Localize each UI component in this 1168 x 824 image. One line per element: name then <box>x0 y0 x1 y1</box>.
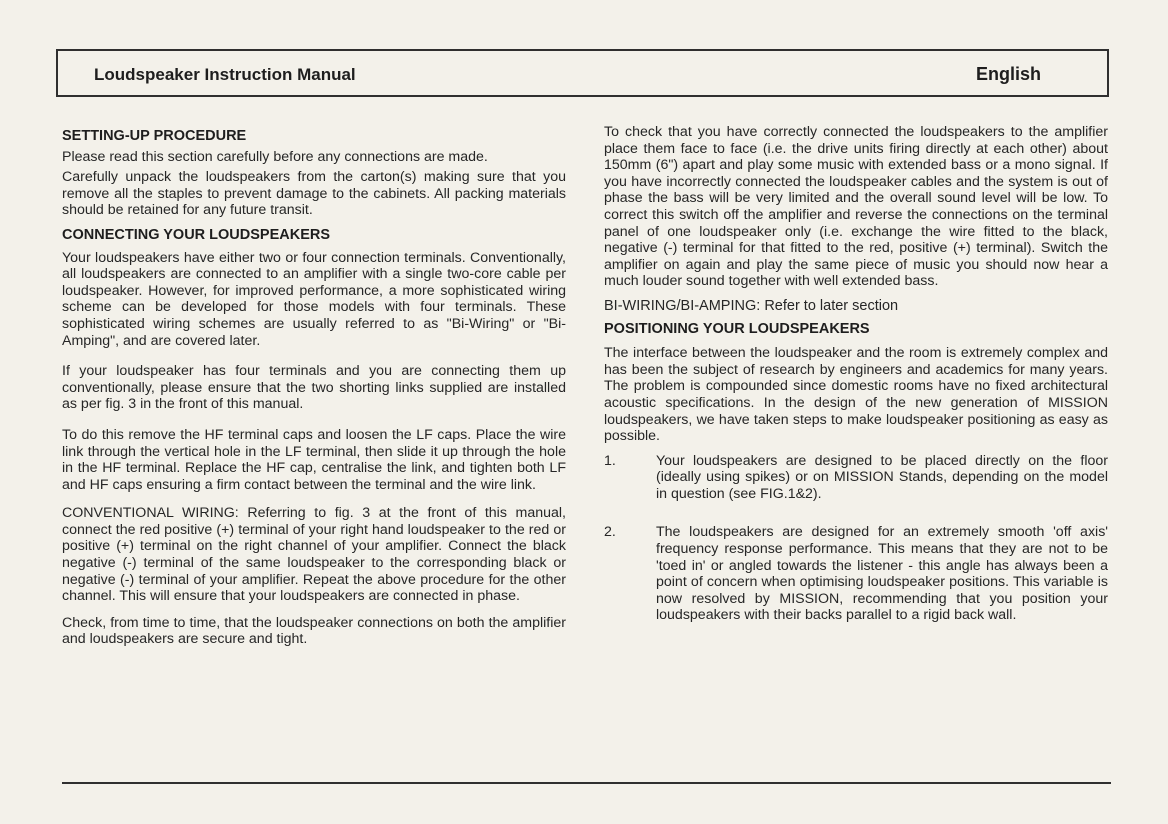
manual-title: Loudspeaker Instruction Manual <box>94 65 356 84</box>
connecting-paragraph-3: To do this remove the HF terminal caps and loosen the LF caps. Place the wire link through the vertical hole in the LF terminal, then slide it up through the hole in the HF terminal. Replace the HF cap, centralise the link, and tighten both LF and HF caps ensuring a firm contact between the terminal and the wire link. <box>62 426 566 493</box>
list-item <box>604 524 1108 624</box>
connecting-paragraph-2: If your loudspeaker has four terminals and you are connecting them up conventionally, please ensure that the two shorting links supplied are installed as per fig. 3 in the front of this manual. <box>62 363 566 413</box>
biwiring-label: BI-WIRING/BI-AMPING: <box>604 297 761 314</box>
list-item <box>604 453 1108 503</box>
left-column <box>62 128 566 656</box>
list-item-text: The loudspeakers are designed for an extremely smooth 'off axis' frequency response performance. This means that they are not to be 'toed in' or angled towards the listener - this angle has always been a point of concern when optimising loudspeaker positions. This variable is now resolved by MISSION, recommending that you position your loudspeakers with their backs parallel to a rigid back wall. <box>656 524 1108 624</box>
language-label: English <box>975 64 1041 84</box>
list-item-text: Your loudspeakers are designed to be placed directly on the floor (ideally using spikes) or on MISSION Stands, depending on the model in question (see FIG.1&2). <box>656 452 1108 502</box>
positioning-heading: POSITIONING YOUR LOUDSPEAKERS <box>604 320 870 337</box>
setup-paragraph-1: Please read this section carefully before any connections are made. <box>62 148 488 165</box>
connecting-paragraph-5: Check, from time to time, that the loudspeaker connections on both the amplifier and loudspeakers are secure and tight. <box>62 614 566 648</box>
header-box <box>56 49 1109 97</box>
right-column <box>604 124 1108 646</box>
positioning-paragraph: The interface between the loudspeaker and the room is extremely complex and has been the subject of research by engineers and academics for many years. The problem is compounded since domestic rooms have no fixed architectural acoustic specifications. In the design of the new generation of MISSION loudspeakers, we have taken steps to make loudspeaker positioning as easy as possible. <box>604 345 1108 445</box>
biwiring-text: Refer to later section <box>764 297 899 314</box>
phase-check-paragraph: To check that you have correctly connected the loudspeakers to the amplifier place them face to face (i.e. the drive units firing directly at each other) about 150mm (6") apart and play some music with extended bass or a mono signal. If you have incorrectly connected the loudspeaker cables and the system is out of phase the bass will be very limited and the overall sound level will be low. To correct this switch off the amplifier and reverse the connections on the terminal panel of one loudspeaker only (i.e. exchange the wire fitted to the black, negative (-) terminal for that fitted to the red, positive (+) terminal). Switch the amplifier on again and play the same piece of music you should now hear a much louder sound together with well extended bass. <box>604 124 1108 290</box>
footer-rule <box>62 782 1111 784</box>
biwiring-line <box>604 298 1108 315</box>
list-item-number: 2. <box>604 524 616 541</box>
connecting-paragraph-1: Your loudspeakers have either two or four connection terminals. Conventionally, all loudspeakers are connected to an amplifier with a single two-core cable per loudspeaker. However, for improved performance, a more sophisticated wiring scheme can be developed for those models with four terminals. These sophisticated wiring schemes are usually referred to as "Bi-Wiring" or "Bi-Amping", and are covered later. <box>62 249 566 349</box>
setup-heading: SETTING-UP PROCEDURE <box>62 128 247 144</box>
connecting-heading: CONNECTING YOUR LOUDSPEAKERS <box>62 226 331 243</box>
positioning-list <box>604 453 1108 624</box>
list-item-number: 1. <box>604 452 616 469</box>
connecting-paragraph-4: CONVENTIONAL WIRING: Referring to fig. 3 at the front of this manual, connect the red positive (+) terminal of your right hand loudspeaker to the red or positive (+) terminal on the right channel of your amplifier. Connect the black negative (-) terminal of the same loudspeaker to the corresponding black or negative (-) terminal of your amplifier. Repeat the above procedure for the other channel. This will ensure that your loudspeakers are connected in phase. <box>62 505 566 605</box>
setup-paragraph-2: Carefully unpack the loudspeakers from the carton(s) making sure that you remove all the staples to prevent damage to the cabinets. All packing materials should be retained for any future transit. <box>62 169 566 219</box>
